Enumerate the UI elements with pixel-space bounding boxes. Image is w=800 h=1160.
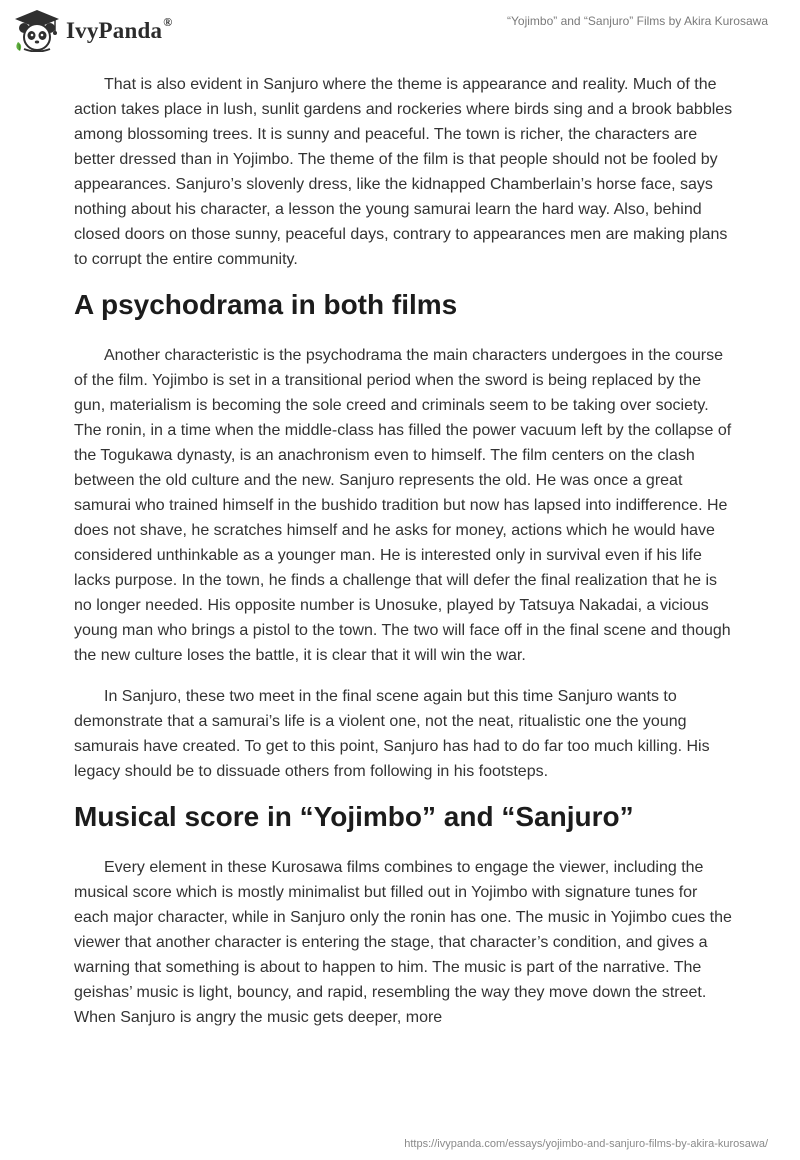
- section-heading: A psychodrama in both films: [74, 289, 458, 320]
- brand-name: IvyPanda®: [66, 15, 173, 43]
- registered-mark: ®: [163, 15, 173, 30]
- section-heading: Musical score in “Yojimbo” and “Sanjuro”: [74, 801, 634, 832]
- ivypanda-logo[interactable]: [12, 8, 172, 52]
- paragraph: That is also evident in Sanjuro where the theme is appearance and reality. Much of the action takes place in lush, sunlit gardens and rockeries where birds sing and a brook babbles among blossoming trees. It is sunny and peaceful. The town is richer, the characters are better dressed than in Yojimbo. The theme of the film is that people should not be fooled by appearances. Sanjuro’s slovenly dress, like the kidnapped Chamberlain’s horse face, says nothing about his character, a lesson the young samurai learn the hard way. Also, behind closed doors on those sunny, peaceful days, contrary to appearances men are making plans to corrupt the entire community.: [74, 76, 733, 268]
- paragraph: Every element in these Kurosawa films combines to engage the viewer, including the musical score which is mostly minimalist but filled out in Yojimbo with signature tunes for each major character, while in Sanjuro only the ronin has one. The music in Yojimbo cues the viewer that another character is entering the stage, that character’s condition, and gives a warning that something is about to happen to him. The music is part of the narrative. The geishas’ music is light, bouncy, and rapid, resembling the way they move down the street. When Sanjuro is angry the music gets deeper, more: [74, 859, 732, 1026]
- paragraph: Another characteristic is the psychodrama the main characters undergoes in the course of the film. Yojimbo is set in a transitional period when the sword is being replaced by the gun, materialism is becoming the sole creed and criminals seem to be taking over society. The ronin, in a time when the middle-class has filled the power vacuum left by the collapse of the Togukawa dynasty, is an anachronism even to himself. The film centers on the clash between the old culture and the new. Sanjuro represents the old. He was once a great samurai who trained himself in the bushido tradition but now has lapsed into indifference. He does not shave, he scratches himself and he asks for money, actions which he would have considered unthinkable as a younger man. He is interested only in survival even if his life lacks purpose. In the town, he finds a challenge that will defer the final realization that he is no longer needed. His opposite number is Unosuke, played by Tatsuya Nakadai, a vicious young man who brings a pistol to the town. The two will face off in the final scene and though the new culture loses the battle, it is clear that it will win the war.: [74, 347, 732, 664]
- page-header: [0, 0, 800, 60]
- article-body: [74, 72, 734, 1046]
- source-url[interactable]: https://ivypanda.com/essays/yojimbo-and-sanjuro-films-by-akira-kurosawa/: [404, 1138, 768, 1150]
- panda-graduate-icon: [12, 8, 62, 52]
- document-title: “Yojimbo” and “Sanjuro” Films by Akira Kurosawa: [507, 14, 768, 28]
- paragraph: In Sanjuro, these two meet in the final scene again but this time Sanjuro wants to demonstrate that a samurai’s life is a violent one, not the neat, ritualistic one the young samurais have created. To get to this point, Sanjuro has had to do far too much killing. His legacy should be to dissuade others from following in his footsteps.: [74, 688, 710, 780]
